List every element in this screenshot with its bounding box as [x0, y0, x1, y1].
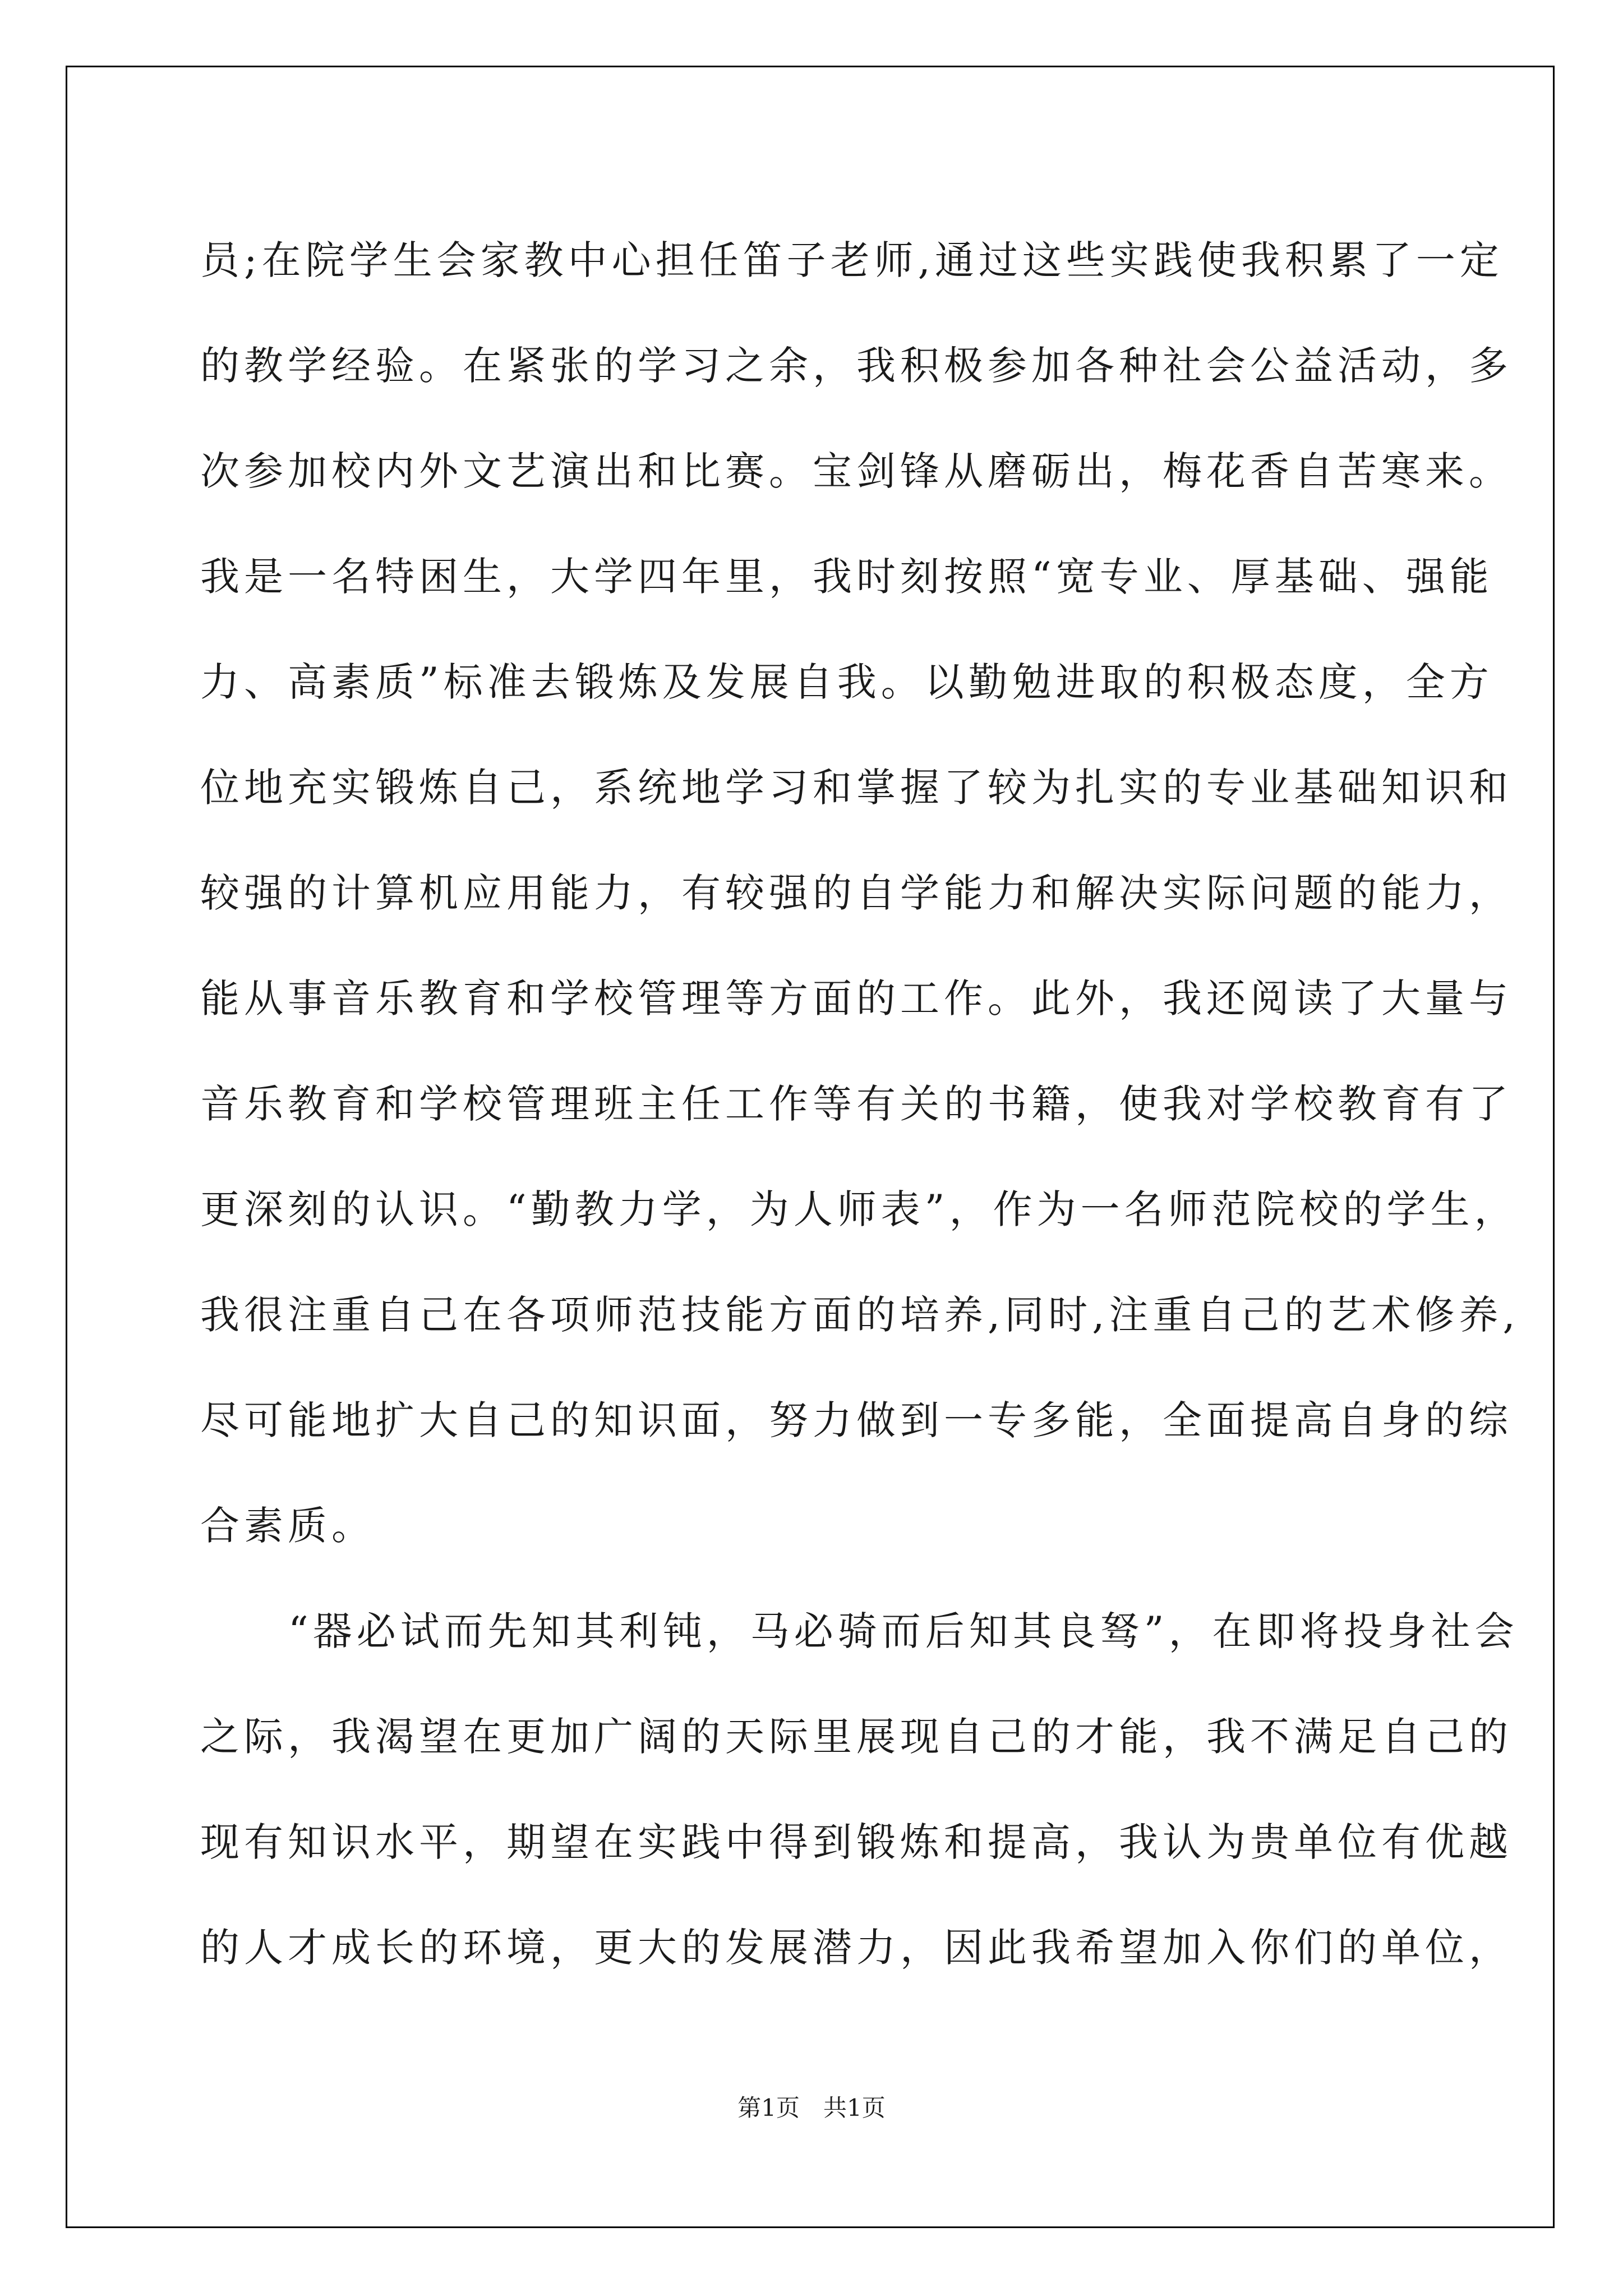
text-line: 我很注重自己在各项师范技能方面的培养,同时,注重自己的艺术修养,	[200, 1292, 1520, 1338]
text-line: 我是一名特困生，大学四年里，我时刻按照“宽专业、厚基础、强能	[200, 554, 1493, 600]
text-line: 合素质。	[200, 1503, 375, 1549]
text-line: 音乐教育和学校管理班主任工作等有关的书籍，使我对学校教育有了	[200, 1081, 1513, 1127]
document-body	[200, 208, 1520, 2000]
text-line: 力、高素质”标准去锻炼及发展自我。以勤勉进取的积极态度，全方	[200, 659, 1493, 705]
text-line: 员;在院学生会家教中心担任笛子老师,通过这些实践使我积累了一定	[200, 237, 1504, 283]
text-line: 之际，我渴望在更加广阔的天际里展现自己的才能，我不满足自己的	[200, 1714, 1513, 1760]
text-line: 能从事音乐教育和学校管理等方面的工作。此外，我还阅读了大量与	[200, 976, 1513, 1022]
text-line: 更深刻的认识。“勤教力学，为人师表”，作为一名师范院校的学生，	[200, 1186, 1518, 1232]
text-line: 较强的计算机应用能力，有较强的自学能力和解决实际问题的能力，	[200, 870, 1513, 916]
text-line: “器必试而先知其利钝，马必骑而后知其良驽”，在即将投身社会	[288, 1608, 1519, 1654]
text-line: 的人才成长的环境，更大的发展潜力，因此我希望加入你们的单位，	[200, 1925, 1513, 1971]
text-line: 次参加校内外文艺演出和比赛。宝剑锋从磨砺出，梅花香自苦寒来。	[200, 448, 1513, 494]
text-line: 尽可能地扩大自己的知识面，努力做到一专多能，全面提高自身的综	[200, 1397, 1513, 1443]
text-line: 现有知识水平，期望在实践中得到锻炼和提高，我认为贵单位有优越	[200, 1819, 1513, 1865]
text-line: 位地充实锻炼自己，系统地学习和掌握了较为扎实的专业基础知识和	[200, 765, 1513, 811]
page-number-footer: 第1页 共1页	[737, 2094, 886, 2122]
text-line: 的教学经验。在紧张的学习之余，我积极参加各种社会公益活动，多	[200, 343, 1513, 389]
